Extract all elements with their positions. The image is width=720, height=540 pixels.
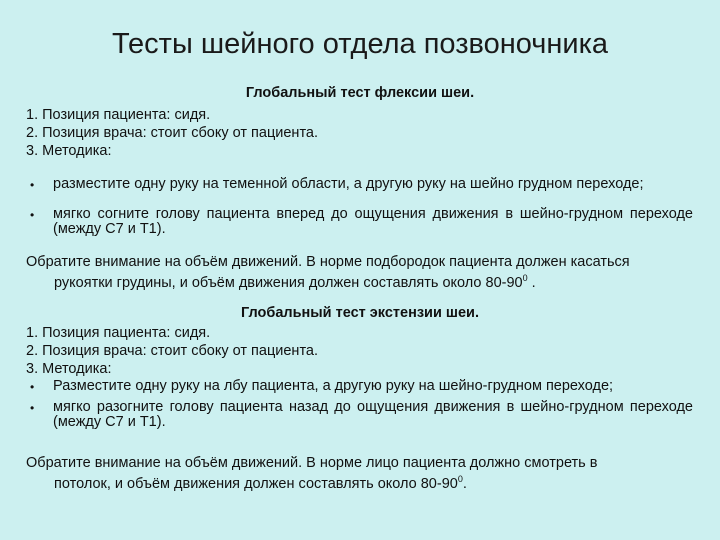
section2-heading: Глобальный тест экстензии шеи. <box>241 305 479 321</box>
section1-note-end: . <box>527 274 536 291</box>
section1-item1: 1. Позиция пациента: сидя. <box>26 107 211 123</box>
bullet-icon: • <box>30 380 35 394</box>
section2-item2: 2. Позиция врача: стоит сбоку от пациента. <box>26 343 319 359</box>
section1-heading: Глобальный тест флексии шеи. <box>245 85 475 101</box>
section2-bullet1: Разместите одну руку на лбу пациента, а другую руку на шейно-грудном переходе; <box>53 378 614 394</box>
section2-note-line2-wrap <box>26 471 692 492</box>
section2-note-line1: Обратите внимание на объём движений. В норме лицо пациента должно смотреть в <box>26 455 598 471</box>
bullet-icon: • <box>30 178 35 192</box>
section1-bullet2: мягко согните голову пациента вперед до ощущения движения в шейно-грудном переходе (между С7 и Т1). <box>53 206 693 237</box>
bullet-icon: • <box>30 208 35 222</box>
section2-note-line2: потолок, и объём движения должен составлять около 80-90 <box>54 475 458 492</box>
degree-sup: 0 <box>522 273 528 283</box>
section2-item1: 1. Позиция пациента: сидя. <box>26 325 211 341</box>
section1-item3: 3. Методика: <box>26 143 112 159</box>
section1-note-line2-wrap <box>26 270 692 291</box>
section2-bullet2: мягко разогните голову пациента назад до ощущения движения в шейно-грудном переходе (между С7 и Т1). <box>53 399 693 430</box>
section2-note-end: . <box>462 475 467 492</box>
section2-note <box>26 455 692 492</box>
section1-item2: 2. Позиция врача: стоит сбоку от пациента. <box>26 125 319 141</box>
bullet-icon: • <box>30 401 35 415</box>
section1-bullet1: разместите одну руку на теменной области, а другую руку на шейно грудном переходе; <box>53 176 644 192</box>
section1-note-line1: Обратите внимание на объём движений. В норме подбородок пациента должен касаться <box>26 254 630 270</box>
section1-note <box>26 254 692 291</box>
slide-title: Тесты шейного отдела позвоночника <box>111 28 609 60</box>
section2-item3: 3. Методика: <box>26 361 112 377</box>
degree-sup: 0 <box>457 474 463 484</box>
section1-note-line2: рукоятки грудины, и объём движения должен составлять около 80-90 <box>54 274 523 291</box>
